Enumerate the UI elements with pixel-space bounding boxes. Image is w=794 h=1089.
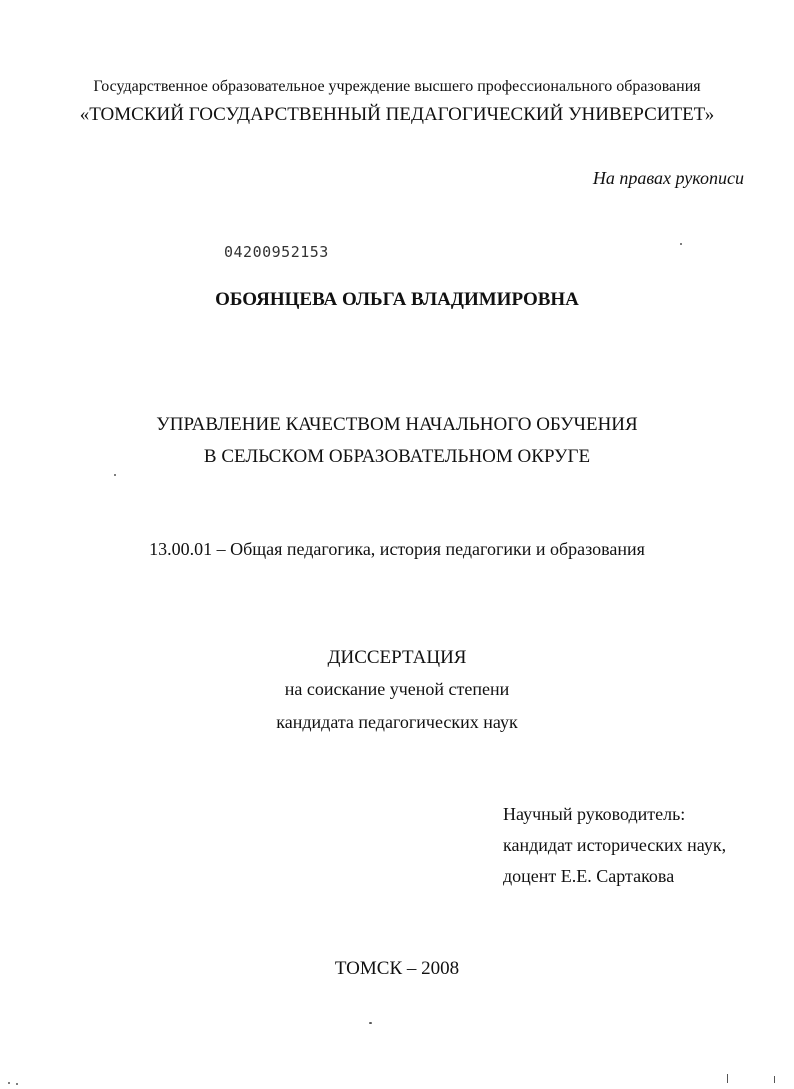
city-year: ТОМСК – 2008	[334, 958, 460, 979]
scan-speck	[680, 243, 682, 245]
scan-speck	[774, 1076, 775, 1083]
dissertation-title-line-1: УПРАВЛЕНИЕ КАЧЕСТВОМ НАЧАЛЬНОГО ОБУЧЕНИЯ	[156, 414, 638, 435]
institution-name: Государственное образовательное учреждение высшего профессионального образования	[93, 78, 701, 95]
supervisor-label: Научный руководитель:	[503, 804, 686, 824]
specialty: 13.00.01 – Общая педагогика, история педагогики и образования	[149, 539, 645, 559]
scan-speck	[114, 474, 116, 476]
degree-line-2: кандидата педагогических наук	[276, 712, 518, 732]
document-type: ДИССЕРТАЦИЯ	[327, 647, 467, 668]
university-name: «ТОМСКИЙ ГОСУДАРСТВЕННЫЙ ПЕДАГОГИЧЕСКИЙ УНИВЕРСИТЕТ»	[79, 104, 715, 125]
supervisor-name: доцент Е.Е. Сартакова	[503, 866, 675, 886]
scan-speck	[16, 1083, 18, 1085]
manuscript-note: На правах рукописи	[592, 168, 744, 188]
scan-speck	[8, 1082, 10, 1084]
dissertation-title-line-2: В СЕЛЬСКОМ ОБРАЗОВАТЕЛЬНОМ ОКРУГЕ	[203, 446, 591, 467]
degree-line-1: на соискание ученой степени	[284, 679, 510, 699]
scan-speck	[727, 1074, 728, 1083]
library-code: 04200952153	[224, 243, 329, 261]
supervisor-degree: кандидат исторических наук,	[503, 835, 727, 855]
author-name: ОБОЯНЦЕВА ОЛЬГА ВЛАДИМИРОВНА	[215, 289, 579, 310]
scan-speck	[369, 1022, 372, 1024]
